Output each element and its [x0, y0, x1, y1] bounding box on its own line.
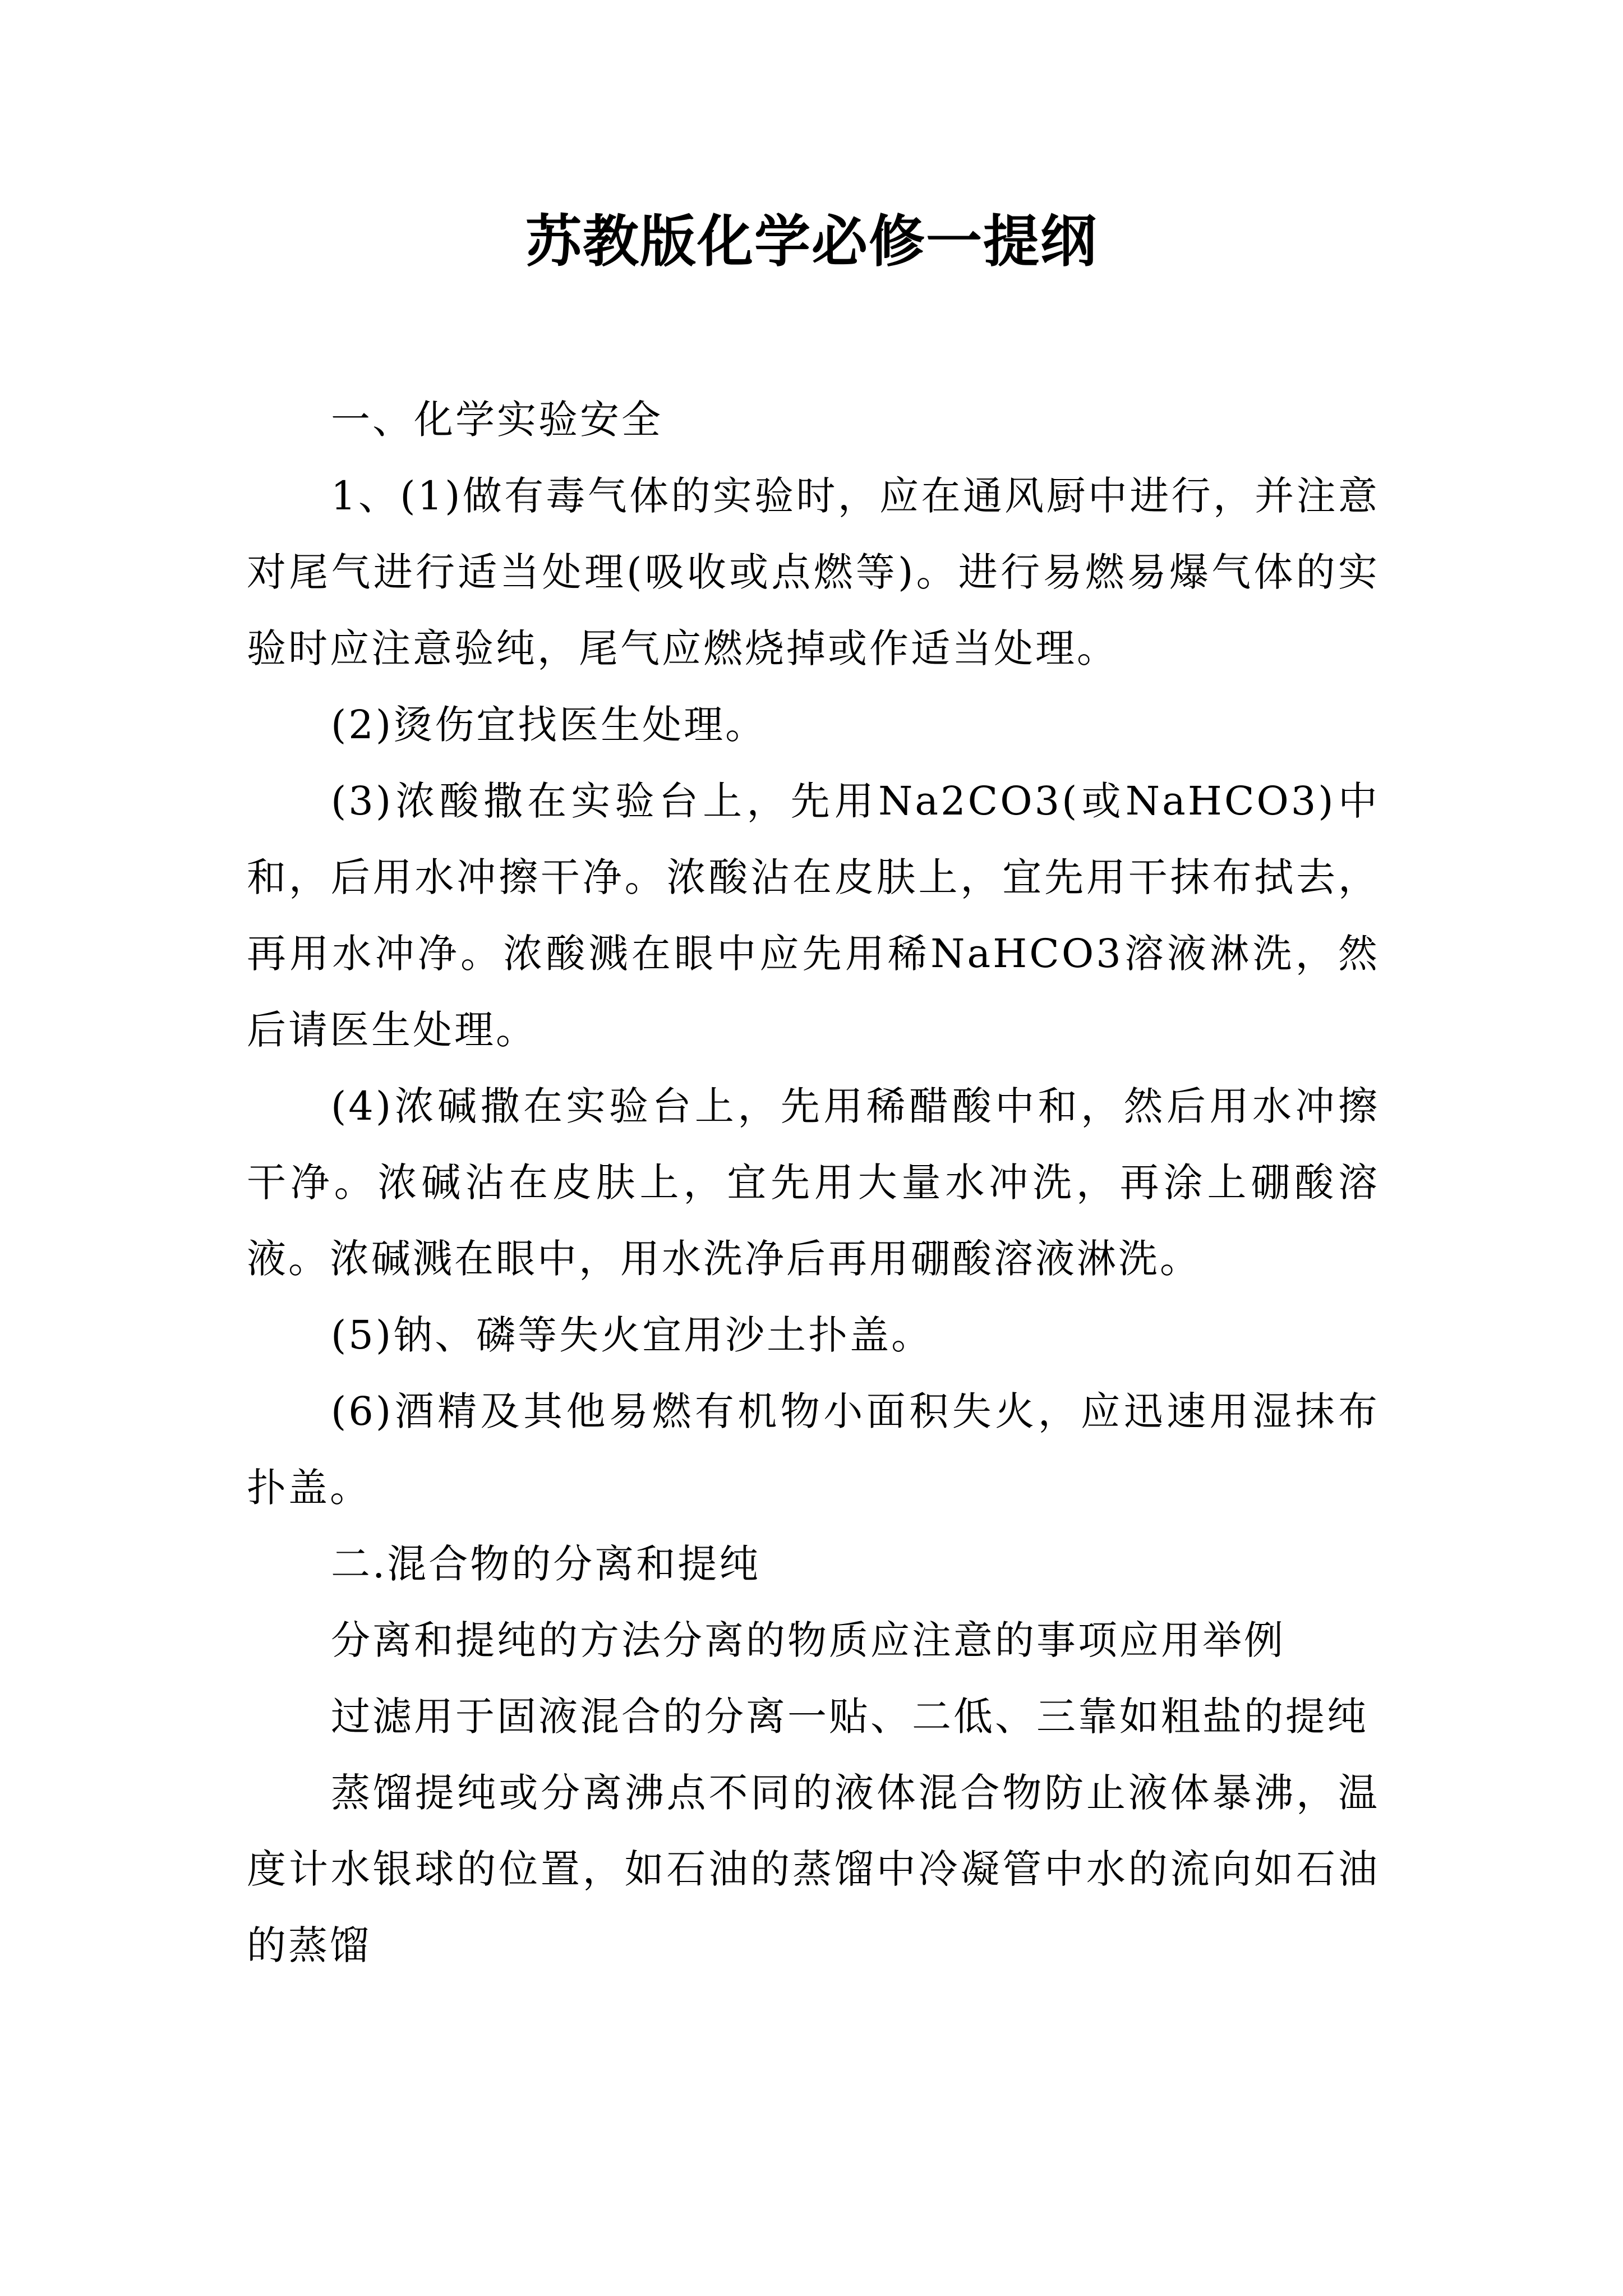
- paragraph-alcohol-fire: (6)酒精及其他易燃有机物小面积失火，应迅速用湿抹布扑盖。: [247, 1388, 1380, 1511]
- paragraph-base-spill: (4)浓碱撒在实验台上，先用稀醋酸中和，然后用水冲擦干净。浓碱沾在皮肤上，宜先用大量水冲洗，再涂上硼酸溶液。浓碱溅在眼中，用水洗净后再用硼酸溶液淋洗。: [247, 1083, 1380, 1282]
- paragraph-filtration: 过滤用于固液混合的分离一贴、二低、三靠如粗盐的提纯: [331, 1694, 1368, 1740]
- paragraph-sodium-fire: (5)钠、磷等失火宜用沙土扑盖。: [331, 1312, 933, 1358]
- paragraph-table-header: 分离和提纯的方法分离的物质应注意的事项应用举例: [331, 1617, 1285, 1663]
- document-title: 苏教版化学必修一提纲: [525, 208, 1098, 274]
- paragraph-acid-spill: (3)浓酸撒在实验台上，先用Na2CO3(或NaHCO3)中和，后用水冲擦干净。浓酸沾在皮肤上，宜先用干抹布拭去，再用水冲净。浓酸溅在眼中应先用稀NaHCO3溶液淋洗，然后请医生处理。: [247, 778, 1380, 1053]
- paragraph-toxic-gas: 1、(1)做有毒气体的实验时，应在通风厨中进行，并注意对尾气进行适当处理(吸收或点燃等)。进行易燃易爆气体的实验时应注意验纯，尾气应燃烧掉或作适当处理。: [247, 473, 1380, 671]
- section-heading-lab-safety: 一、化学实验安全: [331, 397, 663, 443]
- paragraph-burns: (2)烫伤宜找医生处理。: [331, 702, 767, 748]
- section-heading-separation: 二.混合物的分离和提纯: [331, 1541, 761, 1587]
- document-body: [247, 381, 1380, 1984]
- paragraph-distillation: 蒸馏提纯或分离沸点不同的液体混合物防止液体暴沸，温度计水银球的位置，如石油的蒸馏中冷凝管中水的流向如石油的蒸馏: [247, 1770, 1380, 1968]
